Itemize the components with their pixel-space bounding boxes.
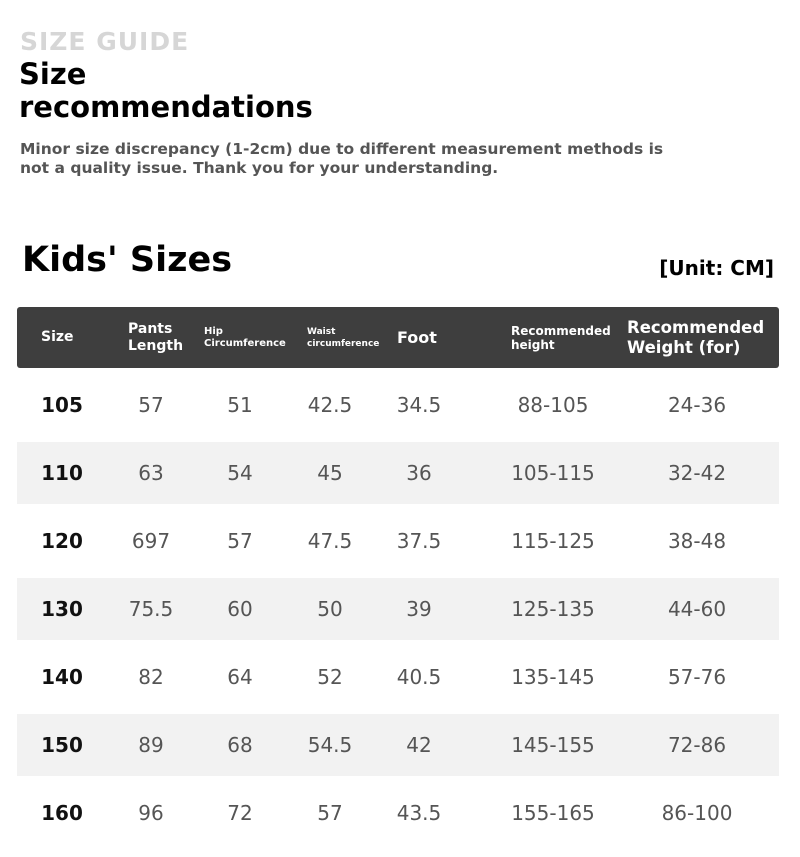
measurement-note: Minor size discrepancy (1-2cm) due to different measurement methods is not a quality issue. Thank you for your understanding.: [20, 140, 664, 177]
table-cell: 40.5: [396, 665, 442, 689]
table-cell: 60: [227, 597, 253, 621]
table-cell: 125-135: [511, 597, 595, 621]
size-cell: 110: [41, 461, 83, 485]
table-row: [17, 578, 779, 640]
column-header-hip: Hip Circumference: [204, 325, 286, 349]
table-cell: 72-86: [667, 733, 727, 757]
table-cell: 44-60: [667, 597, 727, 621]
column-header-foot: Foot: [397, 328, 437, 347]
table-cell: 697: [131, 529, 171, 553]
table-cell: 36: [406, 461, 432, 485]
size-cell: 140: [41, 665, 83, 689]
table-cell: 32-42: [667, 461, 727, 485]
table-cell: 50: [317, 597, 343, 621]
column-header-size: Size: [41, 329, 74, 345]
table-cell: 89: [138, 733, 164, 757]
table-cell: 57: [138, 393, 164, 417]
table-cell: 96: [138, 801, 164, 825]
table-row: [17, 374, 779, 436]
table-cell: 43.5: [396, 801, 442, 825]
column-header-waist: Waist circumference: [307, 326, 380, 349]
table-row: [17, 646, 779, 708]
table-cell: 115-125: [511, 529, 595, 553]
table-cell: 63: [138, 461, 164, 485]
table-cell: 54.5: [307, 733, 353, 757]
column-header-height: Recommended height: [511, 323, 611, 352]
table-cell: 86-100: [661, 801, 733, 825]
page-title: Size recommendations: [19, 57, 313, 124]
table-cell: 39: [406, 597, 432, 621]
table-cell: 45: [317, 461, 343, 485]
table-row: [17, 782, 779, 844]
table-cell: 72: [227, 801, 253, 825]
table-cell: 135-145: [511, 665, 595, 689]
table-cell: 57: [227, 529, 253, 553]
table-cell: 105-115: [511, 461, 595, 485]
table-cell: 42: [406, 733, 432, 757]
table-cell: 75.5: [128, 597, 174, 621]
table-cell: 88-105: [517, 393, 589, 417]
table-body: [17, 374, 779, 844]
table-row: [17, 442, 779, 504]
table-cell: 37.5: [396, 529, 442, 553]
table-cell: 47.5: [307, 529, 353, 553]
table-cell: 145-155: [511, 733, 595, 757]
table-cell: 54: [227, 461, 253, 485]
column-header-weight: Recommended Weight (for): [627, 317, 765, 357]
size-cell: 130: [41, 597, 83, 621]
table-cell: 68: [227, 733, 253, 757]
table-cell: 57-76: [667, 665, 727, 689]
table-row: [17, 510, 779, 572]
unit-label: [Unit: CM]: [659, 256, 774, 280]
table-cell: 51: [227, 393, 253, 417]
table-cell: 34.5: [396, 393, 442, 417]
table-cell: 52: [317, 665, 343, 689]
table-cell: 82: [138, 665, 164, 689]
table-cell: 24-36: [667, 393, 727, 417]
table-cell: 38-48: [667, 529, 727, 553]
section-title: Kids' Sizes: [22, 240, 233, 280]
size-cell: 160: [41, 801, 83, 825]
table-cell: 155-165: [511, 801, 595, 825]
table-row: [17, 714, 779, 776]
size-table: [17, 307, 779, 844]
size-cell: 150: [41, 733, 83, 757]
table-cell: 42.5: [307, 393, 353, 417]
size-cell: 120: [41, 529, 83, 553]
table-header: [17, 307, 779, 368]
table-cell: 57: [317, 801, 343, 825]
table-cell: 64: [227, 665, 253, 689]
column-header-pants-length: Pants Length: [128, 320, 184, 354]
size-guide-brand: SIZE GUIDE: [20, 27, 190, 56]
size-cell: 105: [41, 393, 83, 417]
